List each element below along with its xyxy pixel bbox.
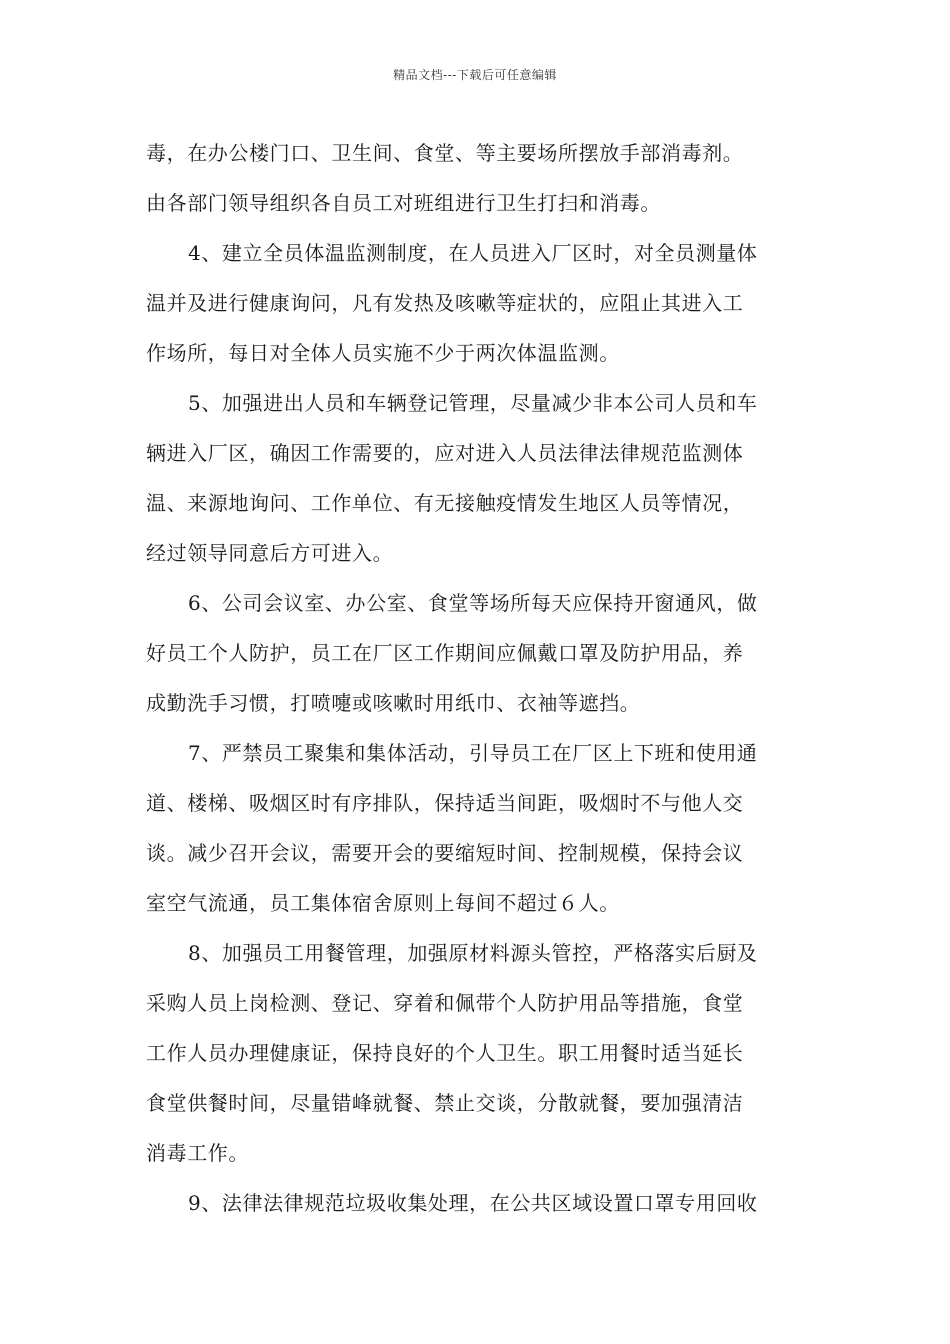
paragraph-start-line: 9、法律法律规范垃圾收集处理，在公共区域设置口罩专用回收: [188, 1191, 758, 1215]
paragraph-start-line: 8、加强员工用餐管理，加强原材料源头管控，严格落实后厨及: [188, 941, 758, 965]
text-line: 毒，在办公楼门口、卫生间、食堂、等主要场所摆放手部消毒剂。: [146, 141, 744, 165]
text-line: 道、楼梯、吸烟区时有序排队，保持适当间距，吸烟时不与他人交: [146, 791, 744, 815]
page-header-note: 精品文档---下载后可任意编辑: [393, 68, 557, 82]
text-line: 食堂供餐时间，尽量错峰就餐、禁止交谈，分散就餐，要加强清洁: [146, 1091, 744, 1115]
text-line: 谈。减少召开会议，需要开会的要缩短时间、控制规模，保持会议: [146, 841, 744, 865]
text-line: 采购人员上岗检测、登记、穿着和佩带个人防护用品等措施，食堂: [146, 991, 744, 1015]
paragraph-start-line: 7、严禁员工聚集和集体活动，引导员工在厂区上下班和使用通: [188, 741, 758, 765]
text-line: 成勤洗手习惯，打喷嚏或咳嗽时用纸巾、衣袖等遮挡。: [146, 691, 641, 715]
text-line: 工作人员办理健康证，保持良好的个人卫生。职工用餐时适当延长: [146, 1041, 744, 1065]
text-line: 作场所，每日对全体人员实施不少于两次体温监测。: [146, 341, 620, 365]
text-line: 温、来源地询问、工作单位、有无接触疫情发生地区人员等情况，: [146, 491, 744, 515]
text-line: 好员工个人防护，员工在厂区工作期间应佩戴口罩及防护用品，养: [146, 641, 744, 665]
text-line: 消毒工作。: [146, 1141, 249, 1165]
text-line: 由各部门领导组织各自员工对班组进行卫生打扫和消毒。: [146, 191, 661, 215]
paragraph-start-line: 5、加强进出人员和车辆登记管理，尽量减少非本公司人员和车: [188, 391, 758, 415]
document-body: [146, 128, 810, 1228]
text-line: 室空气流通，员工集体宿舍原则上每间不超过６人。: [146, 891, 620, 915]
text-line: 温并及进行健康询问，凡有发热及咳嗽等症状的，应阻止其进入工: [146, 291, 744, 315]
paragraph-start-line: 6、公司会议室、办公室、食堂等场所每天应保持开窗通风，做: [188, 591, 758, 615]
text-line: 辆进入厂区，确因工作需要的，应对进入人员法律法律规范监测体: [146, 441, 744, 465]
text-line: 经过领导同意后方可进入。: [146, 541, 394, 565]
paragraph-start-line: 4、建立全员体温监测制度，在人员进入厂区时，对全员测量体: [188, 241, 758, 265]
